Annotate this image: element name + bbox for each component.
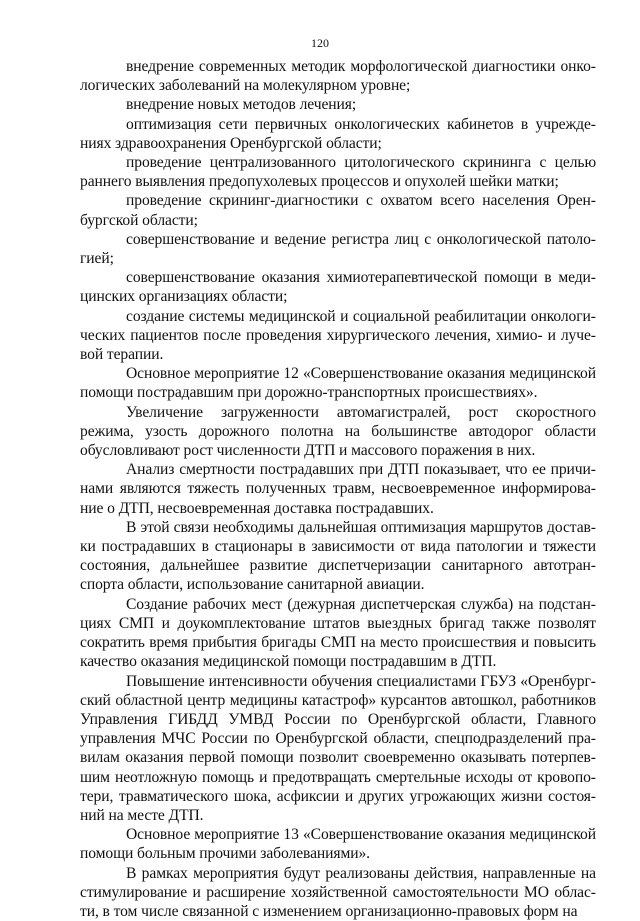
- paragraph-1: внедрение современных методик морфологической диагностики онкологических заболеваний на молекулярном уровне;: [80, 58, 596, 95]
- document-body: [80, 57, 596, 921]
- paragraph-13: Создание рабочих мест (дежурная диспетчерская служба) на подстанциях СМП и доукомплектование штатов выездных бригад также позволят сократить время прибытия бригады СМП на место происшествия и повысить качество оказания медицинской помощи пострадавшим в ДТП.: [80, 595, 596, 671]
- paragraph-12: В этой связи необходимы дальнейшая оптимизация маршрутов доставки пострадавших в стационары в зависимости от вида патологии и тяжести состояния, дальнейшее развитие диспетчеризации санитарного автотранспорта области, использование санитарной авиации.: [80, 518, 596, 594]
- paragraph-14: Повышение интенсивности обучения специалистами ГБУЗ «Оренбургский областной центр медицины катастроф» курсантов автошкол, работников Управления ГИБДД УМВД России по Оренбургской области, Главного управления МЧС России по Оренбургской области, спецподразделений правилам оказания первой помощи позволит своевременно оказывать потерпевшим неотложную помощь и предотвращать смертельные исходы от кровопотери, травматического шока, асфиксии и других угрожающих жизни состояний на месте ДТП.: [80, 672, 596, 824]
- paragraph-4: проведение централизованного цитологического скрининга с целью раннего выявления предопухолевых процессов и опухолей шейки матки;: [80, 154, 596, 191]
- paragraph-3: оптимизация сети первичных онкологических кабинетов в учреждениях здравоохранения Оренбургской области;: [80, 115, 596, 152]
- paragraph-9: Основное мероприятие 12 «Совершенствование оказания медицинской помощи пострадавшим при дорожно-транспортных происшествиях».: [80, 365, 596, 402]
- paragraph-5: проведение скрининг-диагностики с охватом всего населения Оренбургской области;: [80, 192, 596, 229]
- paragraph-8: создание системы медицинской и социальной реабилитации онкологических пациентов после проведения хирургического лечения, химио- и лучевой терапии.: [80, 307, 596, 364]
- paragraph-15: Основное мероприятие 13 «Совершенствование оказания медицинской помощи больным прочими заболеваниями».: [80, 826, 596, 863]
- paragraph-6: совершенствование и ведение регистра лиц с онкологической патологией;: [80, 230, 596, 268]
- paragraph-16: В рамках мероприятия будут реализованы действия, направленные на стимулирование и расширение хозяйственной самостоятельности МО области, в том числе связанной с изменением организационно-правовых форм на: [80, 864, 596, 920]
- paragraph-2: внедрение новых методов лечения;: [126, 96, 357, 114]
- paragraph-7: совершенствование оказания химиотерапевтической помощи в медицинских организациях области;: [80, 269, 596, 306]
- paragraph-10: Увеличение загруженности автомагистралей, рост скоростного режима, узость дорожного полотна на большинстве автодорог области обусловливают рост численности ДТП и массового поражения в них.: [80, 403, 596, 460]
- paragraph-11: Анализ смертности пострадавших при ДТП показывает, что ее причинами являются тяжесть полученных травм, несвоевременное информирование о ДТП, несвоевременная доставка пострадавших.: [80, 461, 596, 517]
- page-number: 120: [311, 36, 329, 50]
